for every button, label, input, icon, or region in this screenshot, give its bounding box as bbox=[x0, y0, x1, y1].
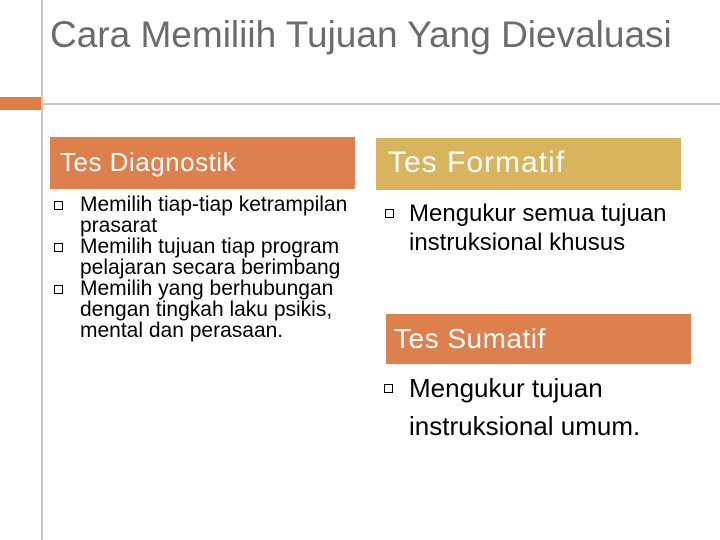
square-bullet-icon bbox=[54, 201, 63, 210]
left-vertical-rule bbox=[41, 0, 43, 540]
list-item-text: Mengukur semua tujuan instruksional khusus bbox=[409, 200, 667, 256]
square-bullet-icon bbox=[54, 243, 63, 252]
list-item bbox=[54, 194, 354, 236]
diagnostik-heading: Tes Diagnostik bbox=[50, 137, 355, 189]
square-bullet-icon bbox=[54, 285, 63, 294]
sumatif-heading: Tes Sumatif bbox=[386, 314, 691, 364]
list-item bbox=[54, 278, 354, 341]
list-item-text: Memilih tiap-tiap ketrampilan prasarat bbox=[80, 193, 348, 237]
list-item-text: Memilih yang berhubungan dengan tingkah laku psikis, mental dan perasaan. bbox=[80, 277, 334, 342]
list-item-text: Mengukur tujuan instruksional umum. bbox=[409, 373, 641, 441]
sumatif-list bbox=[384, 369, 684, 445]
list-item bbox=[384, 369, 684, 445]
title-accent-bar bbox=[0, 97, 41, 110]
list-item bbox=[385, 199, 685, 257]
list-item bbox=[54, 236, 354, 278]
diagnostik-list bbox=[54, 194, 354, 341]
formatif-heading: Tes Formatif bbox=[376, 138, 681, 190]
title-underline-rule bbox=[43, 103, 720, 105]
formatif-list bbox=[385, 199, 685, 257]
slide-title: Cara Memiliih Tujuan Yang Dievaluasi bbox=[50, 14, 672, 55]
list-item-text: Memilih tujuan tiap program pelajaran secara berimbang bbox=[80, 235, 341, 279]
square-bullet-icon bbox=[385, 209, 394, 218]
square-bullet-icon bbox=[384, 384, 393, 393]
